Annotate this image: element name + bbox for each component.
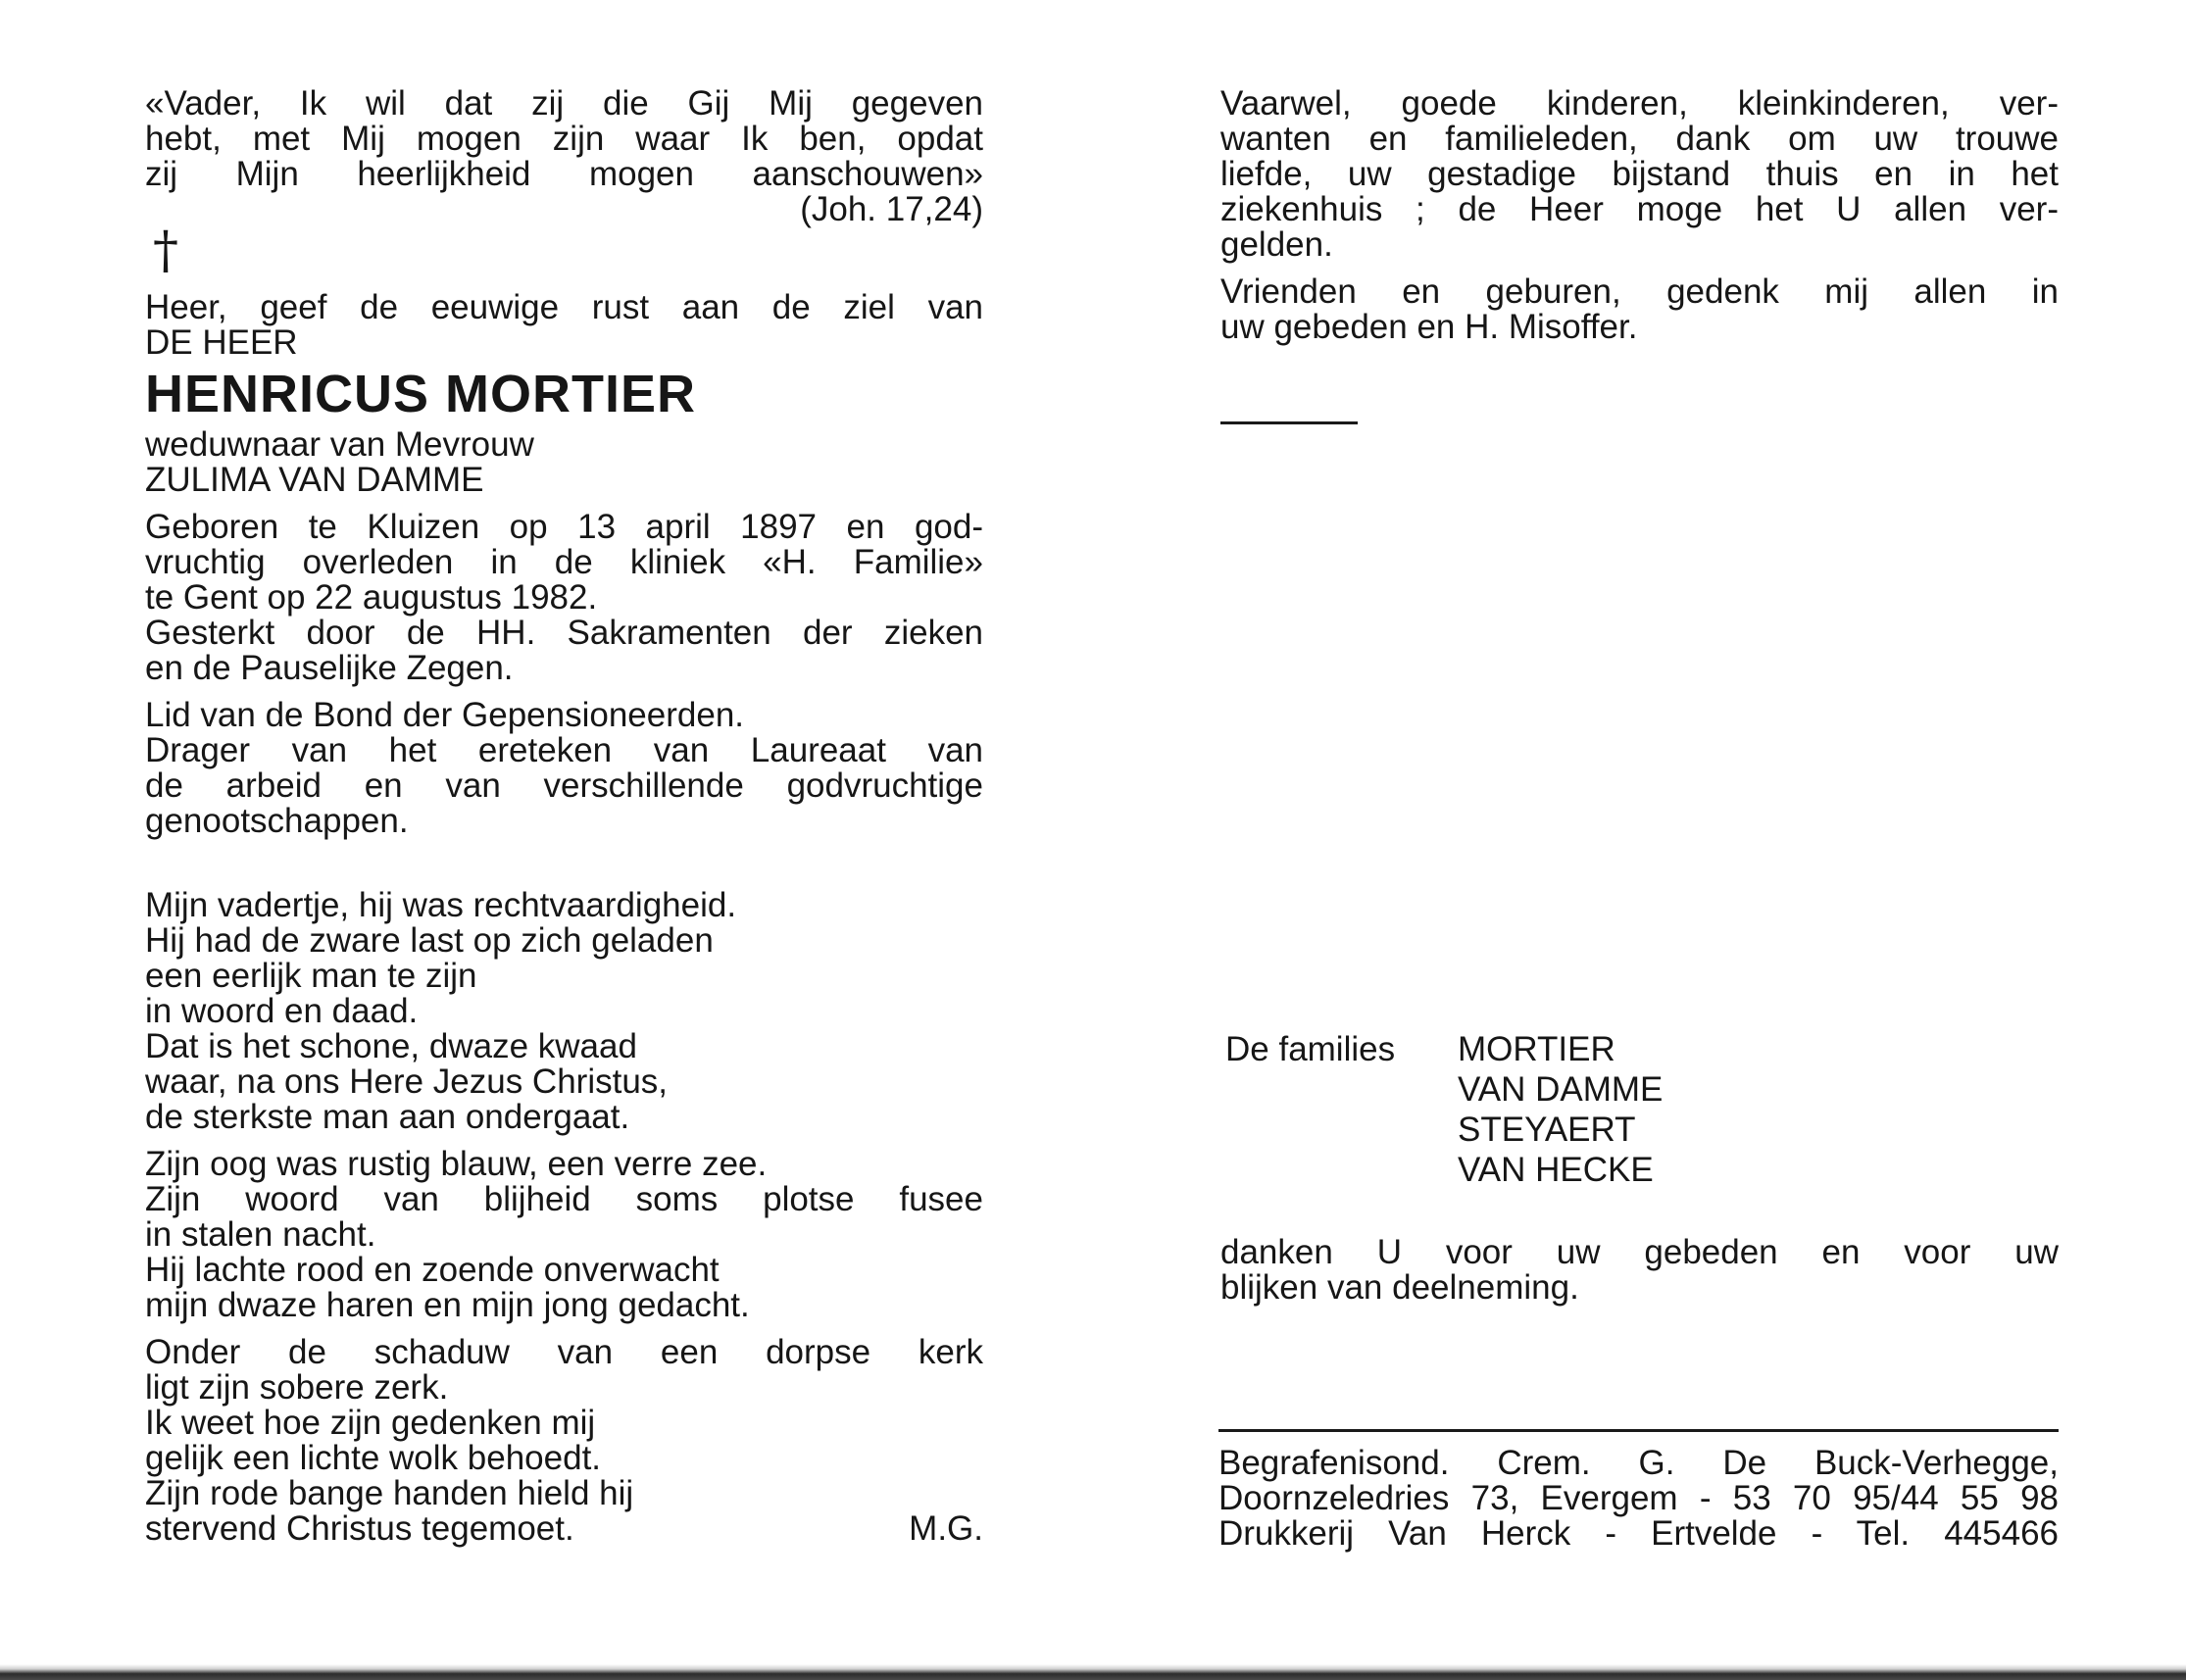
- printer-line: Begrafenisond. Crem. G. De Buck-Verhegge,: [1218, 1444, 2059, 1482]
- bio-line: Geboren te Kluizen op 13 april 1897 en god-: [145, 508, 983, 546]
- printer-line: Drukkerij Van Herck - Ertvelde - Tel. 445466: [1218, 1514, 2059, 1553]
- poem-line: Zijn rode bange handen hield hij: [145, 1474, 634, 1512]
- bio-line: en de Pauselijke Zegen.: [145, 649, 514, 687]
- divider: [1218, 1429, 2059, 1432]
- right-panel: [1220, 86, 2059, 424]
- quote-line: hebt, met Mij mogen zijn waar Ik ben, opdat: [145, 120, 983, 158]
- membership-line: de arbeid en van verschillende godvruchtige: [145, 766, 983, 805]
- bible-quote: [145, 86, 983, 227]
- poem-line: een eerlijk man te zijn: [145, 957, 477, 995]
- poem-line: in woord en daad.: [145, 992, 419, 1030]
- farewell-line: liefde, uw gestadige bijstand thuis en in het: [1220, 155, 2059, 193]
- honorific: DE HEER: [145, 323, 298, 362]
- farewell-line: ziekenhuis ; de Heer moge het U allen ver-: [1220, 190, 2059, 228]
- memberships: [145, 698, 983, 839]
- printer-line: Doornzeledries 73, Evergem - 53 70 95/44 55 98: [1218, 1479, 2059, 1517]
- divider: [1220, 421, 1358, 424]
- bio-line: te Gent op 22 augustus 1982.: [145, 578, 598, 617]
- family-name: MORTIER: [1458, 1030, 1615, 1068]
- poem-line: stervend Christus tegemoet.: [145, 1509, 574, 1548]
- family-name: VAN HECKE: [1458, 1151, 1654, 1189]
- prayer-line: Heer, geef de eeuwige rust aan de ziel van: [145, 288, 983, 326]
- poem-line: Mijn vadertje, hij was rechtvaardigheid.: [145, 886, 737, 924]
- bio-line: Gesterkt door de HH. Sakramenten der zieken: [145, 614, 983, 652]
- thanks-line: blijken van deelneming.: [1220, 1268, 1579, 1307]
- membership-line: Drager van het ereteken van Laureaat van: [145, 731, 983, 769]
- family-name: VAN DAMME: [1458, 1070, 1664, 1109]
- spouse-name: ZULIMA VAN DAMME: [145, 461, 484, 499]
- thanks-line: danken U voor uw gebeden en voor uw: [1220, 1233, 2059, 1271]
- farewell-line: wanten en familieleden, dank om uw trouwe: [1220, 120, 2059, 158]
- farewell-line: Vaarwel, goede kinderen, kleinkinderen, ver-: [1220, 84, 2059, 123]
- remembrance: [1220, 274, 2059, 345]
- poem-line: waar, na ons Here Jezus Christus,: [145, 1062, 669, 1101]
- membership-line: Lid van de Bond der Gepensioneerden.: [145, 696, 745, 734]
- deceased-name: HENRICUS MORTIER: [145, 365, 697, 423]
- thanks-block: [1220, 1235, 2059, 1306]
- farewell-line: gelden.: [1220, 225, 1333, 264]
- remembrance-line: Vrienden en geburen, gedenk mij allen in: [1220, 272, 2059, 311]
- family-names: [1458, 1029, 1663, 1190]
- bio-line: vruchtig overleden in de kliniek «H. Familie»: [145, 543, 983, 581]
- membership-line: genootschappen.: [145, 802, 409, 840]
- poem-line: Zijn oog was rustig blauw, een verre zee.: [145, 1145, 768, 1183]
- widower-line: weduwnaar van Mevrouw: [145, 425, 534, 464]
- poem-line: de sterkste man aan ondergaat.: [145, 1098, 630, 1136]
- poem: [145, 888, 983, 1547]
- remembrance-line: uw gebeden en H. Misoffer.: [1220, 308, 1638, 346]
- family-name: STEYAERT: [1458, 1111, 1636, 1149]
- left-panel: [145, 86, 983, 1547]
- biography: [145, 510, 983, 686]
- poem-closing-row: [145, 1511, 983, 1547]
- poem-line: gelijk een lichte wolk behoedt.: [145, 1439, 602, 1477]
- quote-line: zij Mijn heerlijkheid mogen aanschouwen»: [145, 155, 983, 193]
- poem-line: Hij had de zware last op zich geladen: [145, 921, 714, 960]
- printer-block: [1218, 1429, 2059, 1552]
- poem-line: Zijn woord van blijheid soms plotse fusee: [145, 1180, 983, 1218]
- families-label: De families: [1225, 1030, 1396, 1068]
- poem-signature: M.G.: [909, 1509, 983, 1548]
- families-block: [1225, 1029, 1663, 1190]
- poem-line: in stalen nacht.: [145, 1215, 376, 1254]
- cross-icon: †: [153, 222, 178, 280]
- card-edge: [0, 1664, 2186, 1680]
- poem-line: mijn dwaze haren en mijn jong gedacht.: [145, 1286, 750, 1324]
- poem-line: ligt zijn sobere zerk.: [145, 1368, 449, 1407]
- poem-line: Onder de schaduw van een dorpse kerk: [145, 1333, 983, 1371]
- poem-line: Hij lachte rood en zoende onverwacht: [145, 1251, 720, 1289]
- farewell: [1220, 86, 2059, 263]
- poem-line: Ik weet hoe zijn gedenken mij: [145, 1404, 596, 1442]
- quote-reference: (Joh. 17,24): [800, 190, 983, 228]
- quote-line: «Vader, Ik wil dat zij die Gij Mij gegeven: [145, 84, 983, 123]
- poem-line: Dat is het schone, dwaze kwaad: [145, 1027, 637, 1065]
